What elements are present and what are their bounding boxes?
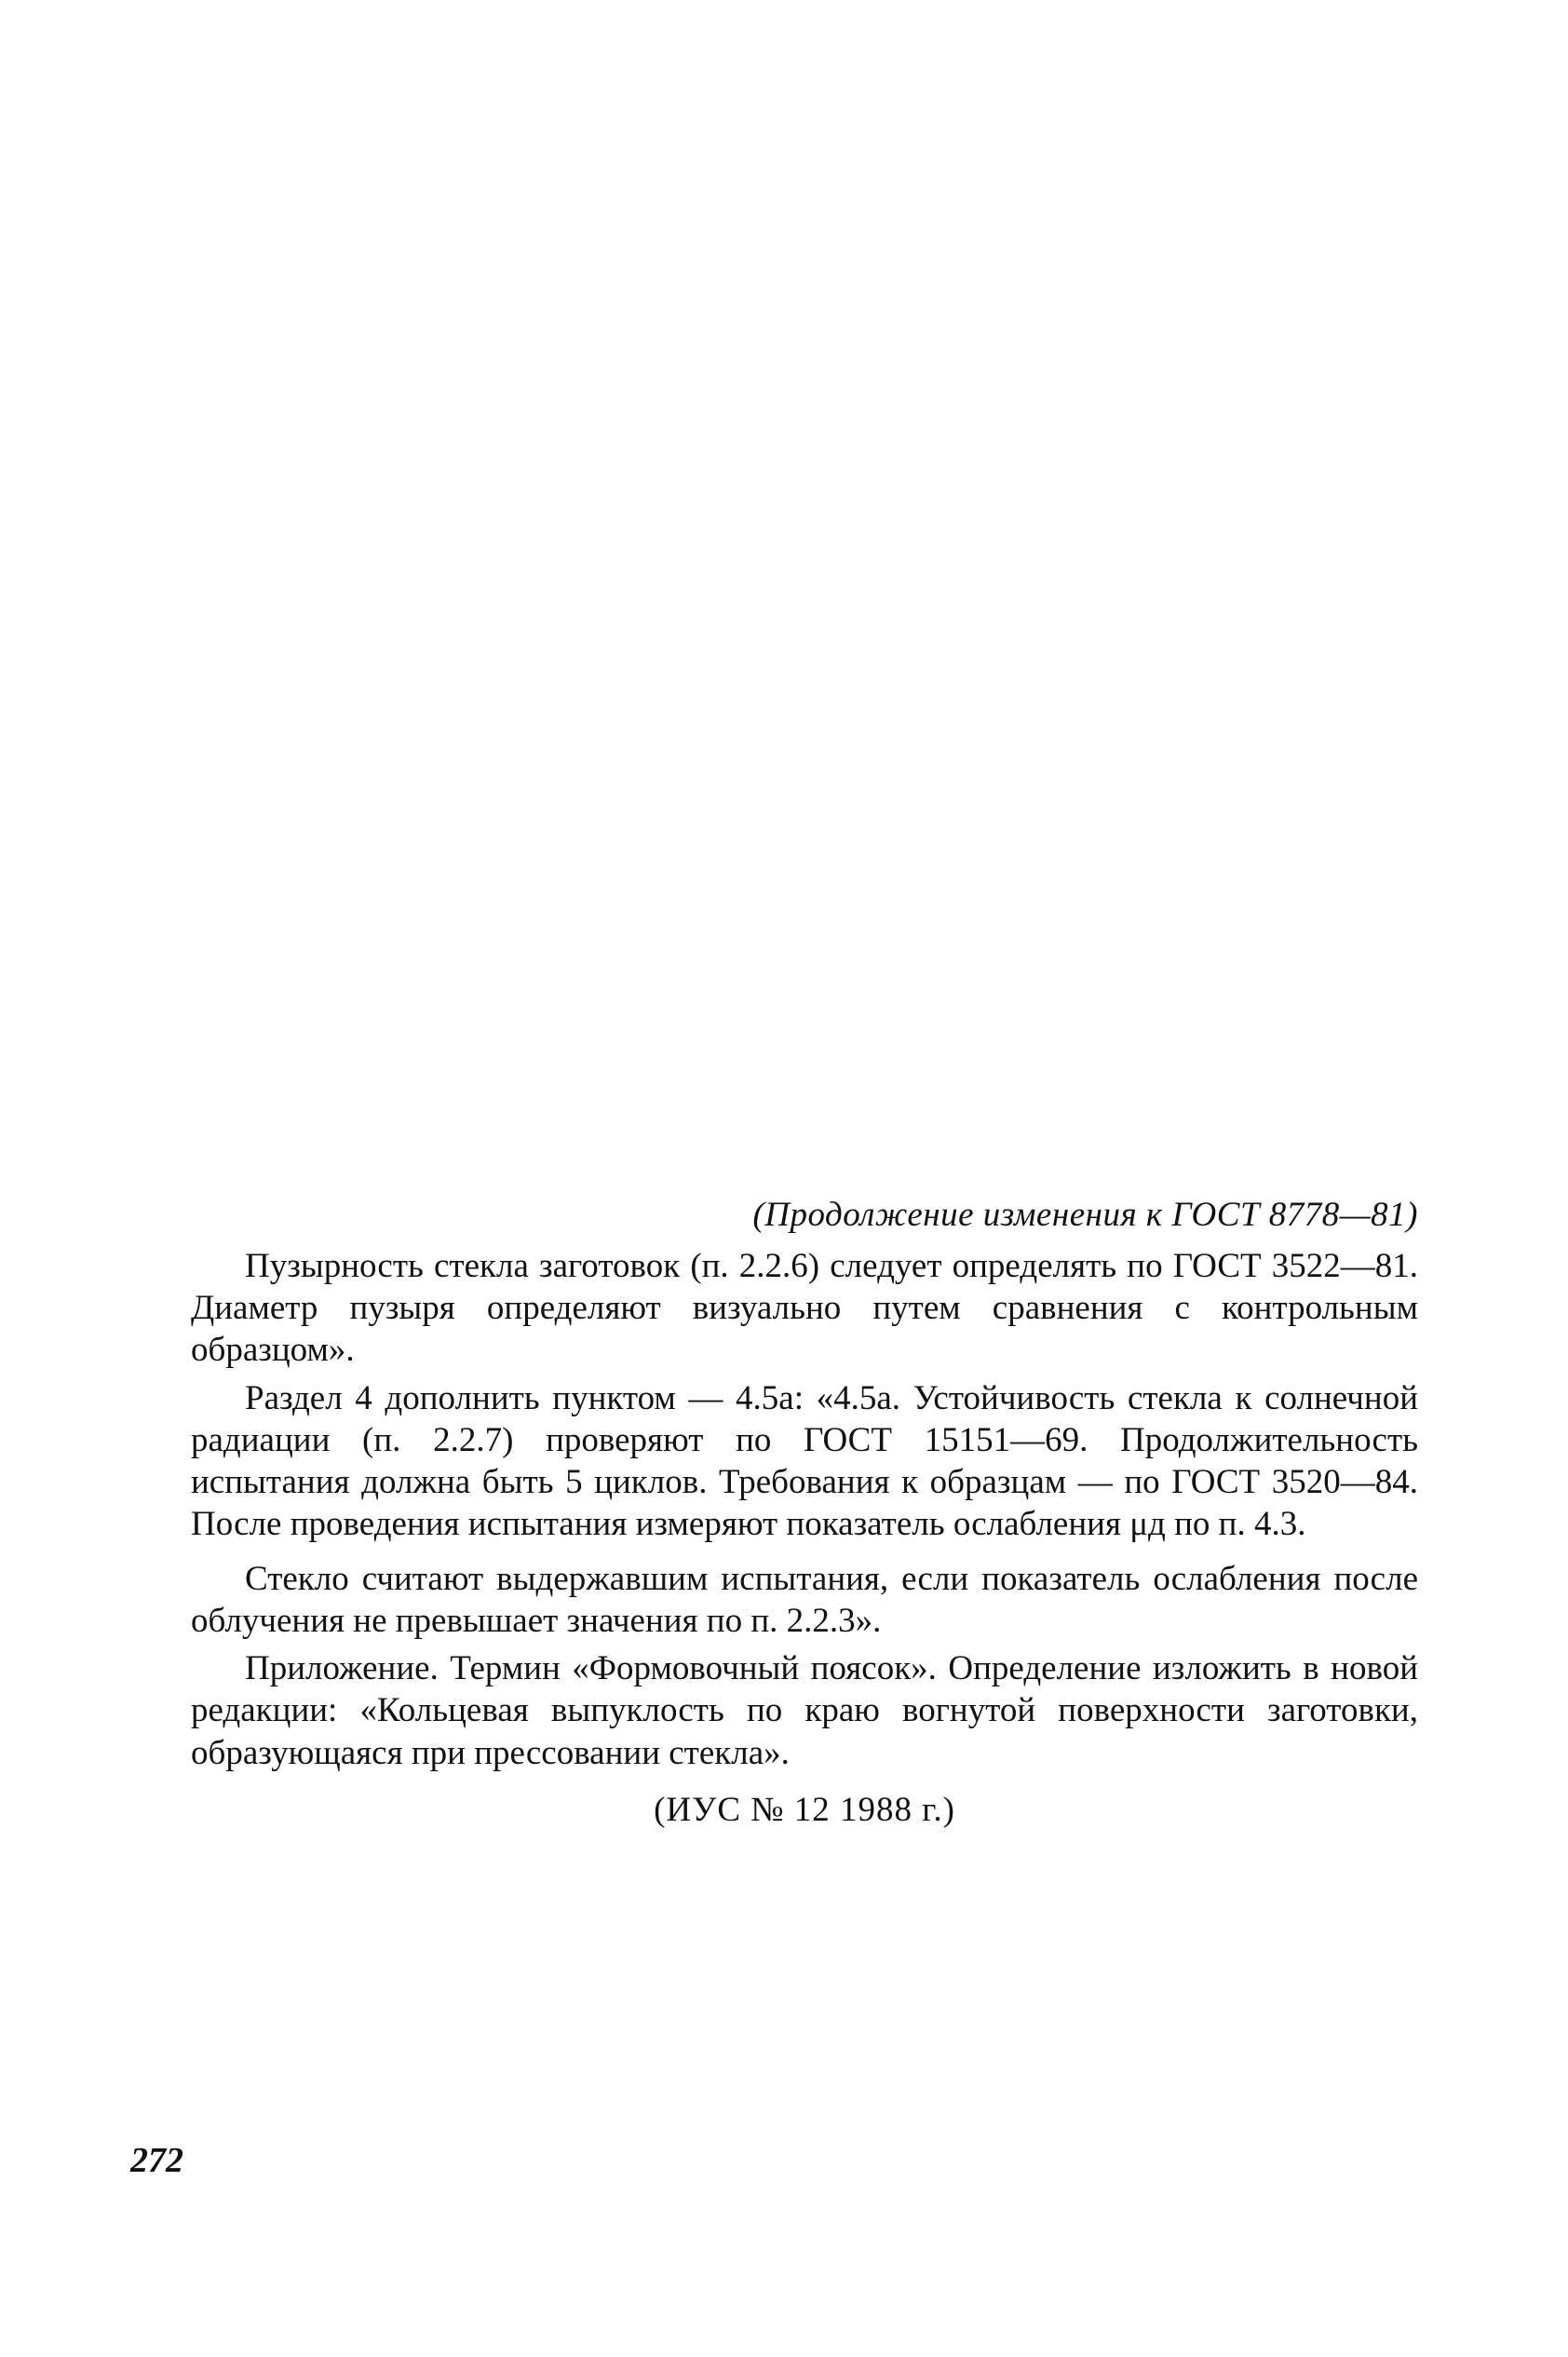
paragraph-glass-test: Стекло считают выдержавшим испытания, если показатель ослабления после облучения не превышает значения по п. 2.2.3».: [191, 1560, 1418, 1641]
paragraph-bubbles: Пузырность стекла заготовок (п. 2.2.6) следует определять по ГОСТ 3522—81. Диаметр пузыря определяют визуально путем сравнения с контрольным образцом».: [191, 1247, 1418, 1370]
page-number: 272: [130, 2141, 183, 2180]
paragraph-section-4: Раздел 4 дополнить пунктом — 4.5а: «4.5а. Устойчивость стекла к солнечной радиации (п. 2.2.7) проверяют по ГОСТ 15151—69. Продолжительность испытания должна быть 5 циклов. Требования к образцам — по ГОСТ 3520—84. После проведения испытания измеряют показатель ослабления μд по п. 4.3.: [191, 1378, 1418, 1543]
paragraph-appendix: Приложение. Термин «Формовочный поясок». Определение изложить в новой редакции: «Кольцевая выпуклость по краю вогнутой поверхности заготовки, образующаяся при прессовании стекла».: [191, 1649, 1418, 1772]
source-note: (ИУС № 12 1988 г.): [654, 1790, 955, 1829]
document-body: [191, 1194, 1418, 1831]
continuation-header: (Продолжение изменения к ГОСТ 8778—81): [752, 1196, 1418, 1234]
